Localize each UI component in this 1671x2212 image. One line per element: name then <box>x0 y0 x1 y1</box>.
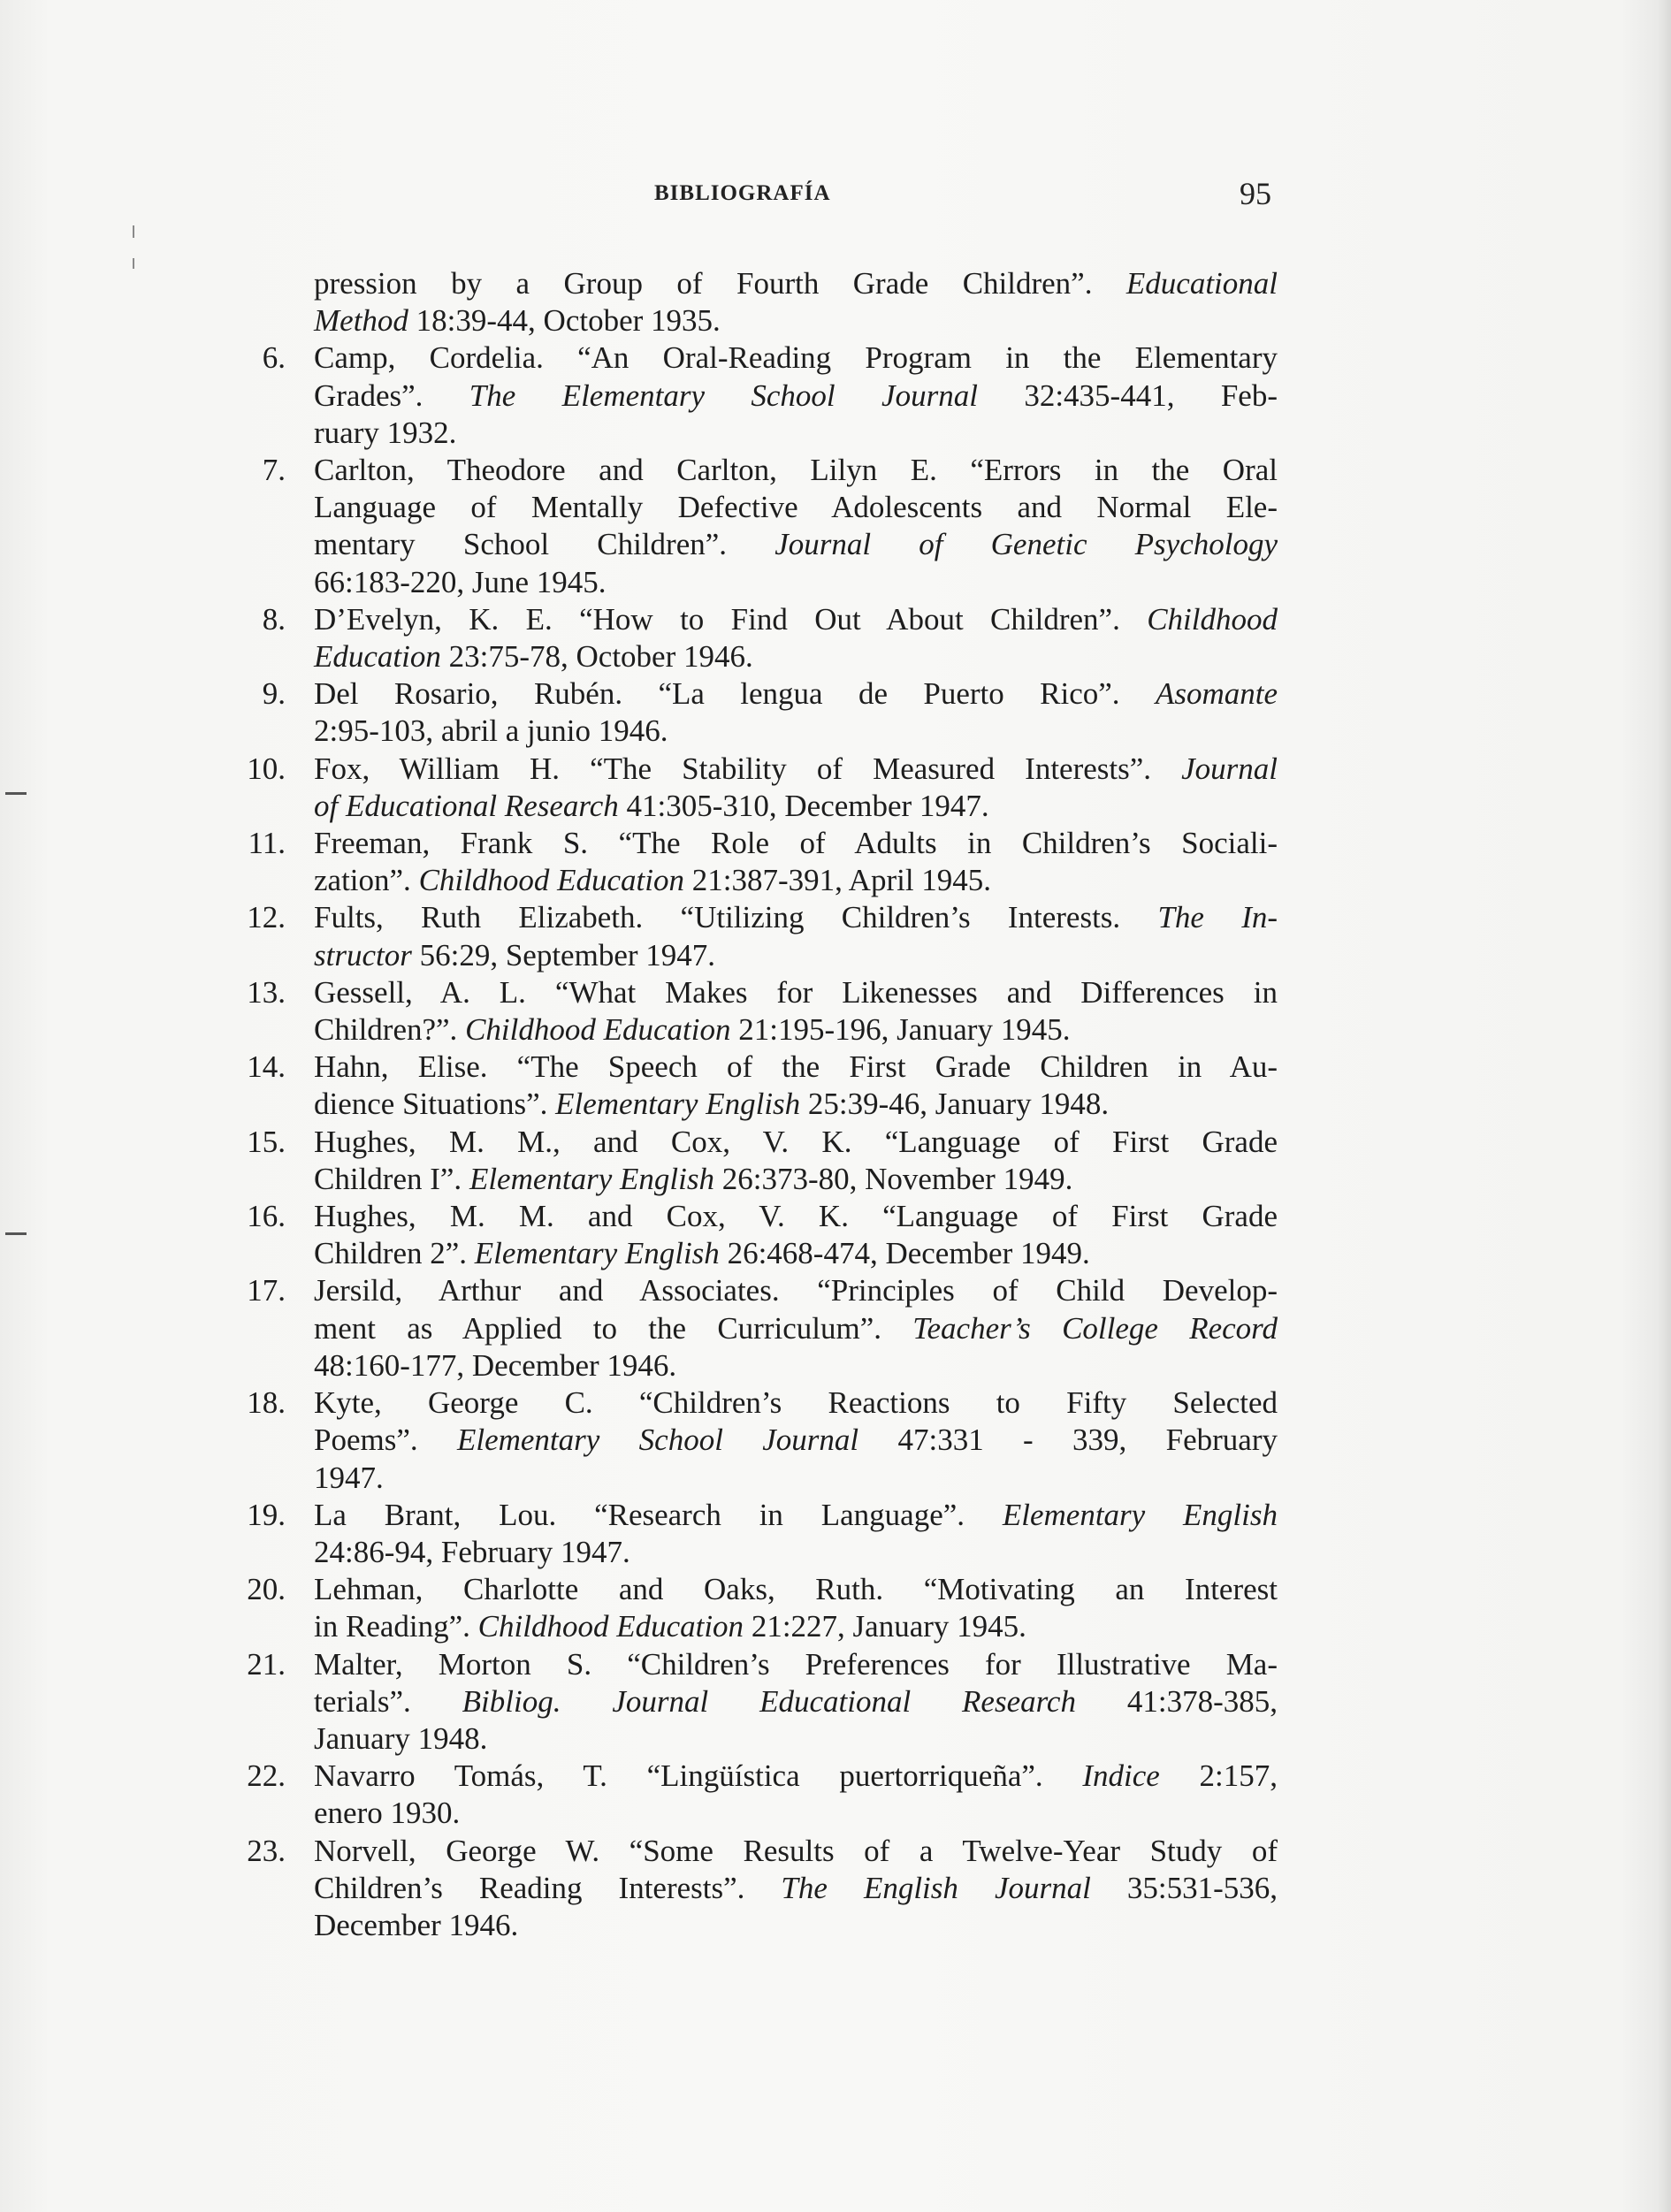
bibliography-entry <box>247 1571 1278 1645</box>
entry-line <box>314 713 1278 750</box>
entry-line <box>314 1347 1278 1384</box>
entry-line <box>314 788 1278 825</box>
entry-number: 21. <box>247 1646 286 1682</box>
entry-line <box>314 1683 1278 1720</box>
entry-number: 13. <box>247 974 286 1010</box>
entry-line <box>314 1384 1278 1422</box>
bibliography-entry <box>262 675 1278 750</box>
entry-text: zation”. <box>314 863 419 898</box>
entry-line <box>314 937 1278 974</box>
bibliography-entry <box>247 1646 1278 1758</box>
entry-text: Malter, Morton S. “Children’s Preferences for Illustrative Ma- <box>314 1646 1278 1682</box>
entry-text: 48:160-177, December 1946. <box>314 1347 677 1383</box>
journal-title: Education <box>314 639 441 675</box>
bibliography-entry <box>248 825 1278 899</box>
bibliography-entry <box>247 1833 1278 1945</box>
entry-line <box>314 1235 1278 1272</box>
journal-title: Elementary School Journal <box>456 1423 859 1458</box>
journal-title: Bibliog. Journal Educational Research <box>462 1683 1076 1719</box>
entry-text: Gessell, A. L. “What Makes for Likenesses and Differences in <box>314 974 1278 1010</box>
scan-mark <box>133 258 134 269</box>
journal-title: Teacher’s College Record <box>912 1310 1278 1346</box>
entry-line <box>314 1907 1278 1944</box>
entry-text: mentary School Children”. <box>314 527 775 562</box>
entry-number: 9. <box>262 676 286 712</box>
entry-text: Lehman, Charlotte and Oaks, Ruth. “Motivating an Interest <box>314 1572 1278 1607</box>
entry-number: 23. <box>247 1833 286 1868</box>
journal-title: Elementary English <box>469 1161 714 1196</box>
entry-text: 47:331 - 339, February <box>858 1423 1278 1458</box>
entry-line <box>314 825 1278 862</box>
entry-text: Kyte, George C. “Children’s Reactions to Fifty Selected <box>314 1385 1278 1421</box>
entry-text: 1947. <box>314 1460 384 1495</box>
journal-title: Childhood Education <box>465 1012 731 1048</box>
entry-text: Navarro Tomás, T. “Lingüística puertorriqueña”. <box>314 1758 1083 1794</box>
entry-number: 10. <box>247 751 286 786</box>
entry-line <box>314 1011 1278 1049</box>
entry-number: 16. <box>247 1199 286 1234</box>
entry-text: Jersild, Arthur and Associates. “Principles of Child Develop- <box>314 1273 1278 1308</box>
journal-title: Childhood Education <box>477 1609 744 1644</box>
entry-line <box>314 862 1278 899</box>
entry-line <box>314 1534 1278 1571</box>
entry-line <box>314 1124 1278 1161</box>
journal-title: Childhood Education <box>418 863 684 898</box>
entry-number: 18. <box>247 1385 286 1421</box>
journal-title: Indice <box>1082 1758 1160 1794</box>
entry-text: 26:468-474, December 1949. <box>719 1236 1090 1271</box>
entry-text: 66:183-220, June 1945. <box>314 564 607 599</box>
journal-title: Asomante <box>1155 676 1278 712</box>
entry-text: Children I”. <box>314 1161 469 1196</box>
entry-line <box>314 302 1278 339</box>
entry-line <box>314 1049 1278 1086</box>
entry-line <box>314 1422 1278 1459</box>
entry-line <box>314 1833 1278 1870</box>
entry-text: ment as Applied to the Curriculum”. <box>314 1310 913 1346</box>
entry-text: Camp, Cordelia. “An Oral-Reading Program in the Elementary <box>314 340 1278 376</box>
journal-title: Journal of Genetic Psychology <box>774 527 1278 562</box>
entry-text: terials”. <box>314 1683 462 1719</box>
entry-line <box>314 1758 1278 1795</box>
entry-text: Carlton, Theodore and Carlton, Lilyn E. “Errors in the Oral <box>314 453 1278 488</box>
entry-number: 22. <box>247 1758 286 1794</box>
bibliography-entry <box>247 1384 1278 1497</box>
entry-line <box>314 526 1278 563</box>
entry-text: 21:227, January 1945. <box>744 1609 1026 1644</box>
entry-line <box>314 675 1278 713</box>
entry-line <box>314 1198 1278 1235</box>
entry-line <box>314 899 1278 936</box>
entry-text: Poems”. <box>314 1423 457 1458</box>
entry-line <box>314 339 1278 377</box>
journal-title: of Educational Research <box>314 788 619 823</box>
journal-title: Childhood <box>1147 601 1278 637</box>
page-edge-shadow <box>1659 0 1671 2212</box>
entry-line <box>314 1870 1278 1907</box>
entry-text: Grades”. <box>314 378 469 413</box>
entry-text: Freeman, Frank S. “The Role of Adults in Children’s Sociali- <box>314 826 1278 861</box>
entry-line <box>314 564 1278 601</box>
entry-text: 23:75-78, October 1946. <box>440 639 753 675</box>
entry-line <box>314 1646 1278 1683</box>
journal-title: The English Journal <box>781 1870 1091 1905</box>
entry-line <box>314 415 1278 452</box>
journal-title: The Elementary School Journal <box>469 378 978 413</box>
entry-number: 6. <box>262 340 286 376</box>
entry-line <box>314 1460 1278 1497</box>
entry-text: Del Rosario, Rubén. “La lengua de Puerto Rico”. <box>314 676 1156 712</box>
page-number: 95 <box>1240 176 1271 211</box>
entry-text: Hughes, M. M., and Cox, V. K. “Language of First Grade <box>314 1124 1278 1159</box>
bibliography-entry <box>262 601 1278 675</box>
entry-text: 18:39-44, October 1935. <box>408 303 721 339</box>
entry-line <box>314 1086 1278 1123</box>
bibliography-entry <box>247 1049 1278 1123</box>
bibliography-entry <box>247 1198 1278 1272</box>
entry-text: 24:86-94, February 1947. <box>314 1534 630 1569</box>
entry-text: dience Situations”. <box>314 1087 556 1122</box>
bibliography-entry <box>247 1497 1278 1571</box>
scan-mark <box>5 792 27 795</box>
entry-number: 11. <box>248 826 286 861</box>
entry-line <box>314 1720 1278 1758</box>
entry-text: 35:531-536, <box>1090 1870 1278 1905</box>
entry-line <box>314 489 1278 526</box>
entry-text: Children 2”. <box>314 1236 475 1271</box>
entry-line <box>314 1310 1278 1347</box>
scan-mark <box>133 225 134 238</box>
bibliography-entry <box>262 452 1278 601</box>
entry-line <box>314 1795 1278 1832</box>
entry-line <box>314 1497 1278 1534</box>
entry-line <box>314 1608 1278 1645</box>
entry-text: 41:378-385, <box>1075 1683 1278 1719</box>
bibliography-entry <box>247 899 1278 973</box>
entry-number: 7. <box>262 453 286 488</box>
entry-line <box>314 751 1278 788</box>
entry-text: 21:195-196, January 1945. <box>730 1012 1071 1048</box>
entry-text: Children’s Reading Interests”. <box>314 1870 782 1905</box>
journal-title: Educational <box>1125 266 1278 301</box>
entry-number: 14. <box>247 1049 286 1085</box>
entry-line <box>314 452 1278 489</box>
entry-text: Hughes, M. M. and Cox, V. K. “Language of First Grade <box>314 1199 1278 1234</box>
journal-title: structor <box>314 937 412 973</box>
bibliography-entry <box>314 265 1278 339</box>
entry-text: Language of Mentally Defective Adolescents and Normal Ele- <box>314 490 1278 525</box>
journal-title: Elementary English <box>474 1236 720 1271</box>
journal-title: Journal <box>1181 751 1278 786</box>
entry-line <box>314 378 1278 415</box>
entry-text: 21:387-391, April 1945. <box>683 863 992 898</box>
entry-text: December 1946. <box>314 1907 519 1942</box>
entry-line <box>314 974 1278 1011</box>
entry-text: Fox, William H. “The Stability of Measured Interests”. <box>314 751 1182 786</box>
entry-text: 32:435-441, Feb- <box>977 378 1278 413</box>
bibliography-entry <box>262 339 1278 452</box>
entry-number: 12. <box>247 900 286 935</box>
entry-number: 17. <box>247 1273 286 1308</box>
entry-text: January 1948. <box>314 1720 488 1756</box>
entry-line <box>314 638 1278 675</box>
entry-text: 2:95-103, abril a junio 1946. <box>314 713 668 749</box>
bibliography-entry <box>247 751 1278 825</box>
entry-number: 15. <box>247 1124 286 1159</box>
entry-text: 26:373-80, November 1949. <box>713 1161 1073 1196</box>
entry-line <box>314 265 1278 302</box>
entry-line <box>314 1571 1278 1608</box>
bibliography-list <box>247 265 1278 1944</box>
entry-line <box>314 601 1278 638</box>
entry-number: 8. <box>262 601 286 637</box>
entry-text: 25:39-46, January 1948. <box>800 1087 1110 1122</box>
journal-title: Elementary English <box>1002 1497 1278 1532</box>
journal-title: Method <box>314 303 408 339</box>
entry-text: in Reading”. <box>314 1609 478 1644</box>
entry-text: 56:29, September 1947. <box>411 937 716 973</box>
running-head: BIBLIOGRAFÍA <box>654 181 831 205</box>
entry-line <box>314 1161 1278 1198</box>
entry-text: pression by a Group of Fourth Grade Children”. <box>314 266 1126 301</box>
bibliography-entry <box>247 974 1278 1049</box>
journal-title: The In- <box>1157 900 1278 935</box>
entry-text: D’Evelyn, K. E. “How to Find Out About Children”. <box>314 601 1148 637</box>
entry-text: Children?”. <box>314 1012 466 1048</box>
entry-text: ruary 1932. <box>314 415 457 450</box>
entry-text: 41:305-310, December 1947. <box>618 788 989 823</box>
entry-text: Norvell, George W. “Some Results of a Twelve-Year Study of <box>314 1833 1278 1868</box>
bibliography-entry <box>247 1272 1278 1384</box>
entry-text: Hahn, Elise. “The Speech of the First Grade Children in Au- <box>314 1049 1278 1085</box>
bibliography-entry <box>247 1124 1278 1198</box>
entry-text: La Brant, Lou. “Research in Language”. <box>314 1497 1003 1532</box>
entry-text: Fults, Ruth Elizabeth. “Utilizing Children’s Interests. <box>314 900 1158 935</box>
entry-line <box>314 1272 1278 1309</box>
entry-number: 19. <box>247 1497 286 1532</box>
entry-text: 2:157, <box>1159 1758 1278 1794</box>
entry-text: enero 1930. <box>314 1796 461 1831</box>
journal-title: Elementary English <box>555 1087 801 1122</box>
bibliography-entry <box>247 1758 1278 1832</box>
entry-number: 20. <box>247 1572 286 1607</box>
scan-mark <box>5 1232 27 1235</box>
